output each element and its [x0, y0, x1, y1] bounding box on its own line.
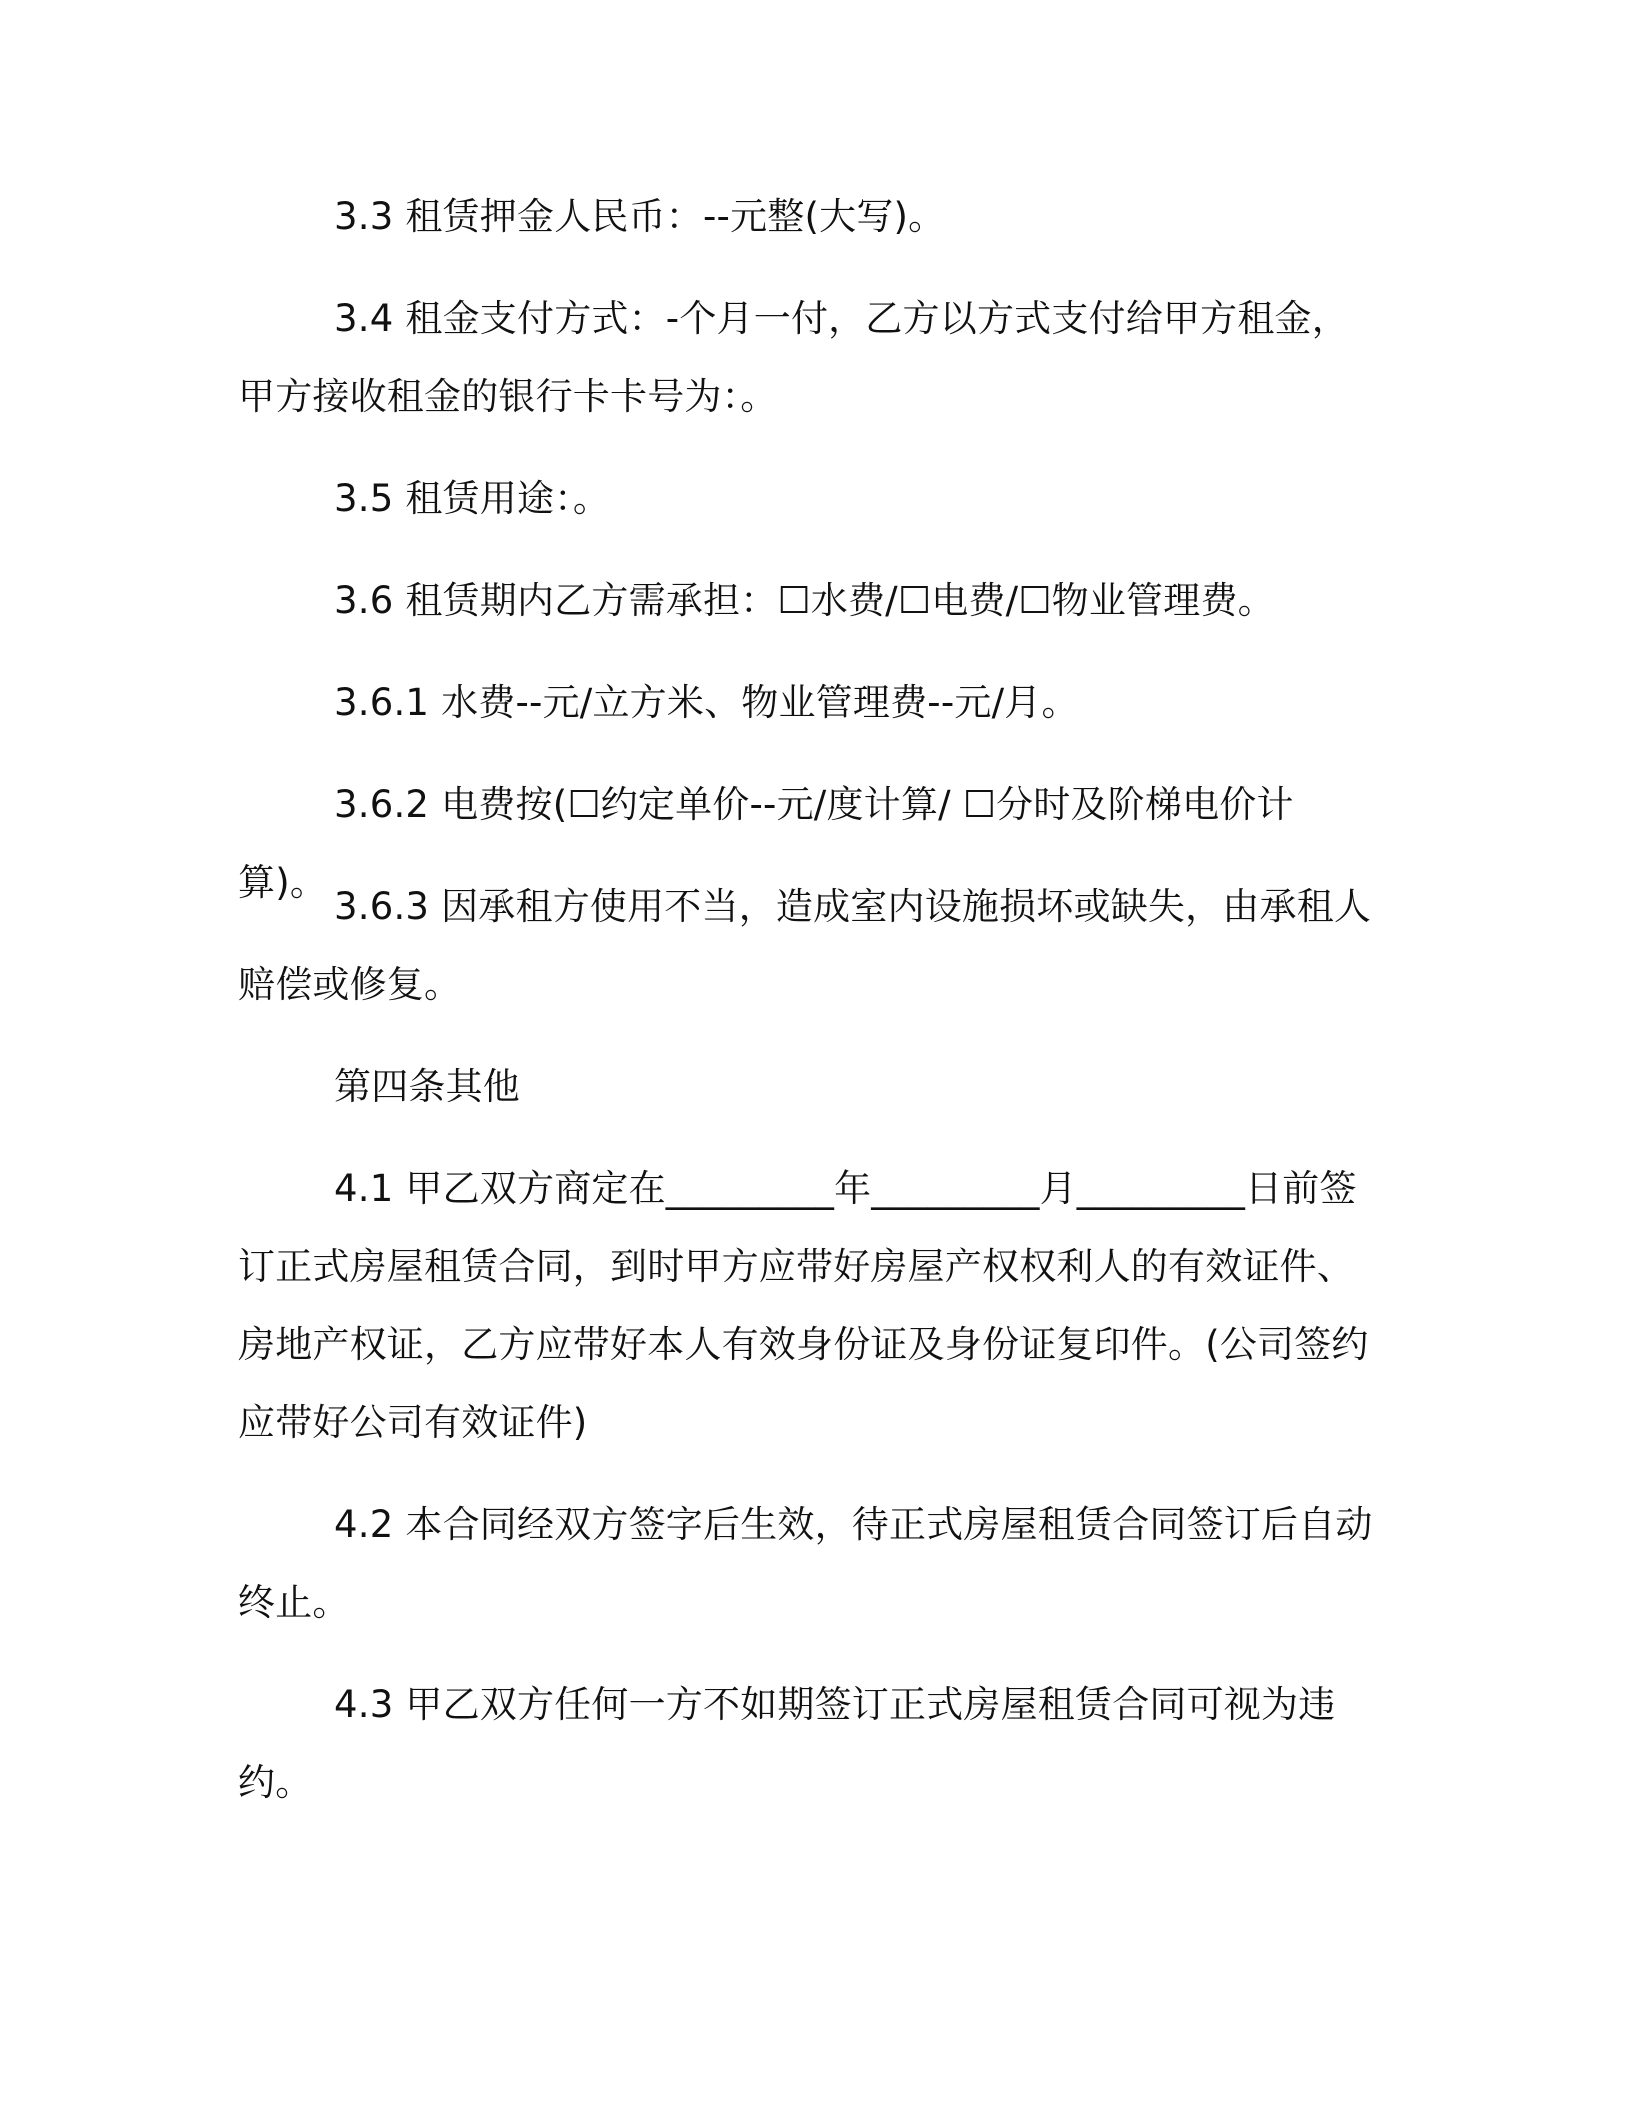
clause-3-6-3: 3.6.3 因承租方使用不当，造成室内设施损坏或缺失，由承租人赔偿或修复。 — [238, 885, 1372, 1006]
clause-4-3: 4.3 甲乙双方任何一方不如期签订正式房屋租赁合同可视为违约。 — [238, 1683, 1336, 1804]
clause-3-4: 3.4 租金支付方式：-个月一付，乙方以方式支付给甲方租金，甲方接收租金的银行卡卡号为：。 — [238, 297, 1349, 418]
section-heading-article-4: 第四条其他 — [334, 1065, 520, 1108]
clause-3-6-2: 3.6.2 电费按(☐约定单价--元/度计算/ ☐分时及阶梯电价计算)。 — [238, 783, 1294, 904]
clause-3-5: 3.5 租赁用途：。 — [334, 477, 611, 520]
clause-4-2: 4.2 本合同经双方签字后生效，待正式房屋租赁合同签订后自动终止。 — [238, 1503, 1373, 1624]
clause-3-3: 3.3 租赁押金人民币：--元整(大写)。 — [334, 195, 946, 238]
clause-3-6: 3.6 租赁期内乙方需承担：☐水费/☐电费/☐物业管理费。 — [334, 579, 1275, 622]
clause-4-1: 4.1 甲乙双方商定在_________年_________月_________日前签订正式房屋租赁合同，到时甲方应带好房屋产权权利人的有效证件、房地产权证，乙方应带好本人有效身份证及身份证复印件。(公司签约应带好公司有效证件) — [238, 1167, 1369, 1444]
clause-3-6-1: 3.6.1 水费--元/立方米、物业管理费--元/月。 — [334, 681, 1079, 724]
